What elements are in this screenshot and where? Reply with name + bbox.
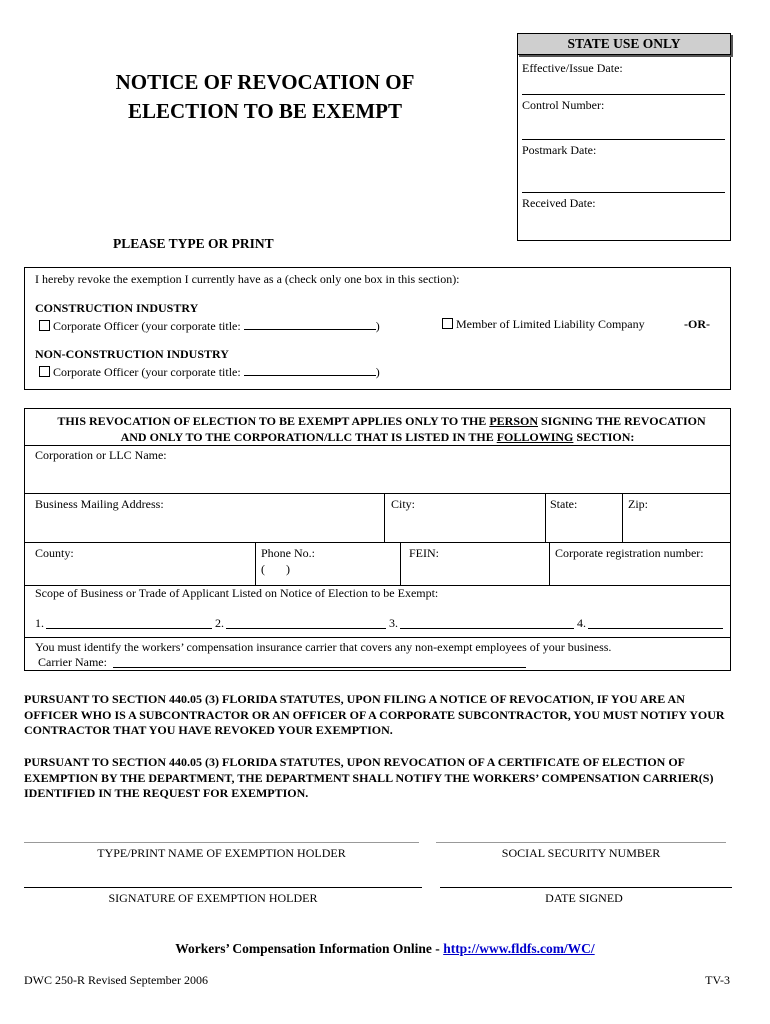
nonconstruction-corp-officer-checkbox[interactable] [39,366,50,377]
construction-corp-officer-label: Corporate Officer (your corporate title: [53,319,244,333]
scope-item-3-label: 3. [389,616,398,630]
scope-item-2-label: 2. [215,616,224,630]
date-signed-line[interactable] [440,887,732,888]
section2-header-line2a: AND ONLY TO THE CORPORATION/LLC THAT IS LISTED IN THE [120,430,497,444]
state-field[interactable]: State: [550,497,578,511]
section2-header-following: FOLLOWING [496,430,574,444]
scope-item-3-field[interactable] [400,628,574,629]
scope-item-1-field[interactable] [46,628,212,629]
print-name-line[interactable] [24,842,419,843]
business-mailing-address-field[interactable]: Business Mailing Address: [35,497,164,511]
corporation-info-section [24,408,731,671]
state-use-only-box [517,33,731,241]
page-code: TV-3 [705,973,730,987]
effective-issue-date-label: Effective/Issue Date: [522,61,623,75]
phone-area-code-parens: ( ) [261,562,290,576]
construction-corp-officer-checkbox[interactable] [39,320,50,331]
scope-item-2-field[interactable] [226,628,386,629]
form-title-line2: ELECTION TO BE EXEMPT [127,99,403,123]
nonconstruction-corp-officer-row [39,363,380,380]
online-info [0,941,770,957]
section2-header-person: PERSON [489,414,538,428]
statute-notice-2: PURSUANT TO SECTION 440.05 (3) FLORIDA STATUTES, UPON REVOCATION OF A CERTIFICATE OF ELECTION OF EXEMPTION BY THE DEPARTMENT, THE DEPARTMENT SHALL NOTIFY THE WORKERS’ COMPENSATION CARRIER(S) IDENTIFIED IN THE REQUEST FOR EXEMPTION. [24,755,714,800]
construction-corp-officer-close: ) [375,319,380,333]
revocation-intro: I hereby revoke the exemption I currently have as a (check only one box in this section): [35,272,460,286]
scope-of-business-label: Scope of Business or Trade of Applicant Listed on Notice of Election to be Exempt: [35,586,439,600]
or-label: -OR- [684,317,710,331]
section2-header-line2b: SECTION: [573,430,635,444]
construction-industry-heading: CONSTRUCTION INDUSTRY [35,301,199,315]
llc-member-row [442,317,645,332]
construction-corp-title-field[interactable] [244,317,376,330]
form-id: DWC 250-R Revised September 2006 [24,973,208,987]
section2-header-line1a: THIS REVOCATION OF ELECTION TO BE EXEMPT APPLIES ONLY TO THE [57,414,490,428]
fein-field[interactable]: FEIN: [409,546,439,560]
nonconstruction-corp-officer-close: ) [375,365,380,379]
effective-issue-date-field[interactable] [522,94,725,95]
control-number-label: Control Number: [522,98,605,112]
revocation-type-section [24,267,731,390]
form-title-line1: NOTICE OF REVOCATION OF [115,70,415,94]
carrier-name-label: Carrier Name: [38,655,107,669]
postmark-date-label: Postmark Date: [522,143,597,157]
phone-number-field[interactable]: Phone No.: [261,546,315,560]
llc-member-checkbox[interactable] [442,318,453,329]
signature-line[interactable] [24,887,422,888]
zip-field[interactable]: Zip: [628,497,648,511]
carrier-name-field[interactable] [113,667,526,668]
ssn-line[interactable] [436,842,726,843]
online-info-label: Workers’ Compensation Information Online - [175,941,444,956]
state-use-only-header: STATE USE ONLY [517,33,731,55]
non-construction-industry-heading: NON-CONSTRUCTION INDUSTRY [35,347,229,361]
scope-item-1-label: 1. [35,616,44,630]
please-type-or-print: PLEASE TYPE OR PRINT [113,236,274,251]
section2-header [25,413,730,445]
control-number-field[interactable] [522,139,725,140]
city-field[interactable]: City: [391,497,416,511]
signature-label: SIGNATURE OF EXEMPTION HOLDER [108,891,318,905]
statute-notice-1: PURSUANT TO SECTION 440.05 (3) FLORIDA STATUTES, UPON FILING A NOTICE OF REVOCATION, IF YOU ARE AN OFFICER WHO IS A SUBCONTRACTOR OR AN OFFICER OF A CORPORATE SUBCONTRACTOR, YOU MUST NOTIFY YOUR CONTRACTOR THAT YOU HAVE REVOKED YOUR EXEMPTION. [24,692,725,737]
construction-corp-officer-row [39,317,380,334]
scope-item-4-label: 4. [577,616,586,630]
corp-llc-name-field[interactable]: Corporation or LLC Name: [35,448,167,462]
scope-item-4-field[interactable] [588,628,723,629]
ssn-label: SOCIAL SECURITY NUMBER [501,846,661,860]
carrier-intro: You must identify the workers’ compensation insurance carrier that covers any non-exempt employees of your business. [35,640,612,654]
llc-member-label: Member of Limited Liability Company [456,317,645,331]
corporate-registration-number-field[interactable]: Corporate registration number: [555,546,704,560]
nonconstruction-corp-title-field[interactable] [244,363,376,376]
received-date-label: Received Date: [522,196,596,210]
section2-header-line1b: SIGNING THE REVOCATION [538,414,706,428]
date-signed-label: DATE SIGNED [545,891,623,905]
print-name-label: TYPE/PRINT NAME OF EXEMPTION HOLDER [97,846,346,860]
nonconstruction-corp-officer-label: Corporate Officer (your corporate title: [53,365,244,379]
postmark-date-field[interactable] [522,192,725,193]
fldfs-link[interactable]: http://www.fldfs.com/WC/ [443,941,595,956]
form-title [90,68,440,126]
county-field[interactable]: County: [35,546,74,560]
